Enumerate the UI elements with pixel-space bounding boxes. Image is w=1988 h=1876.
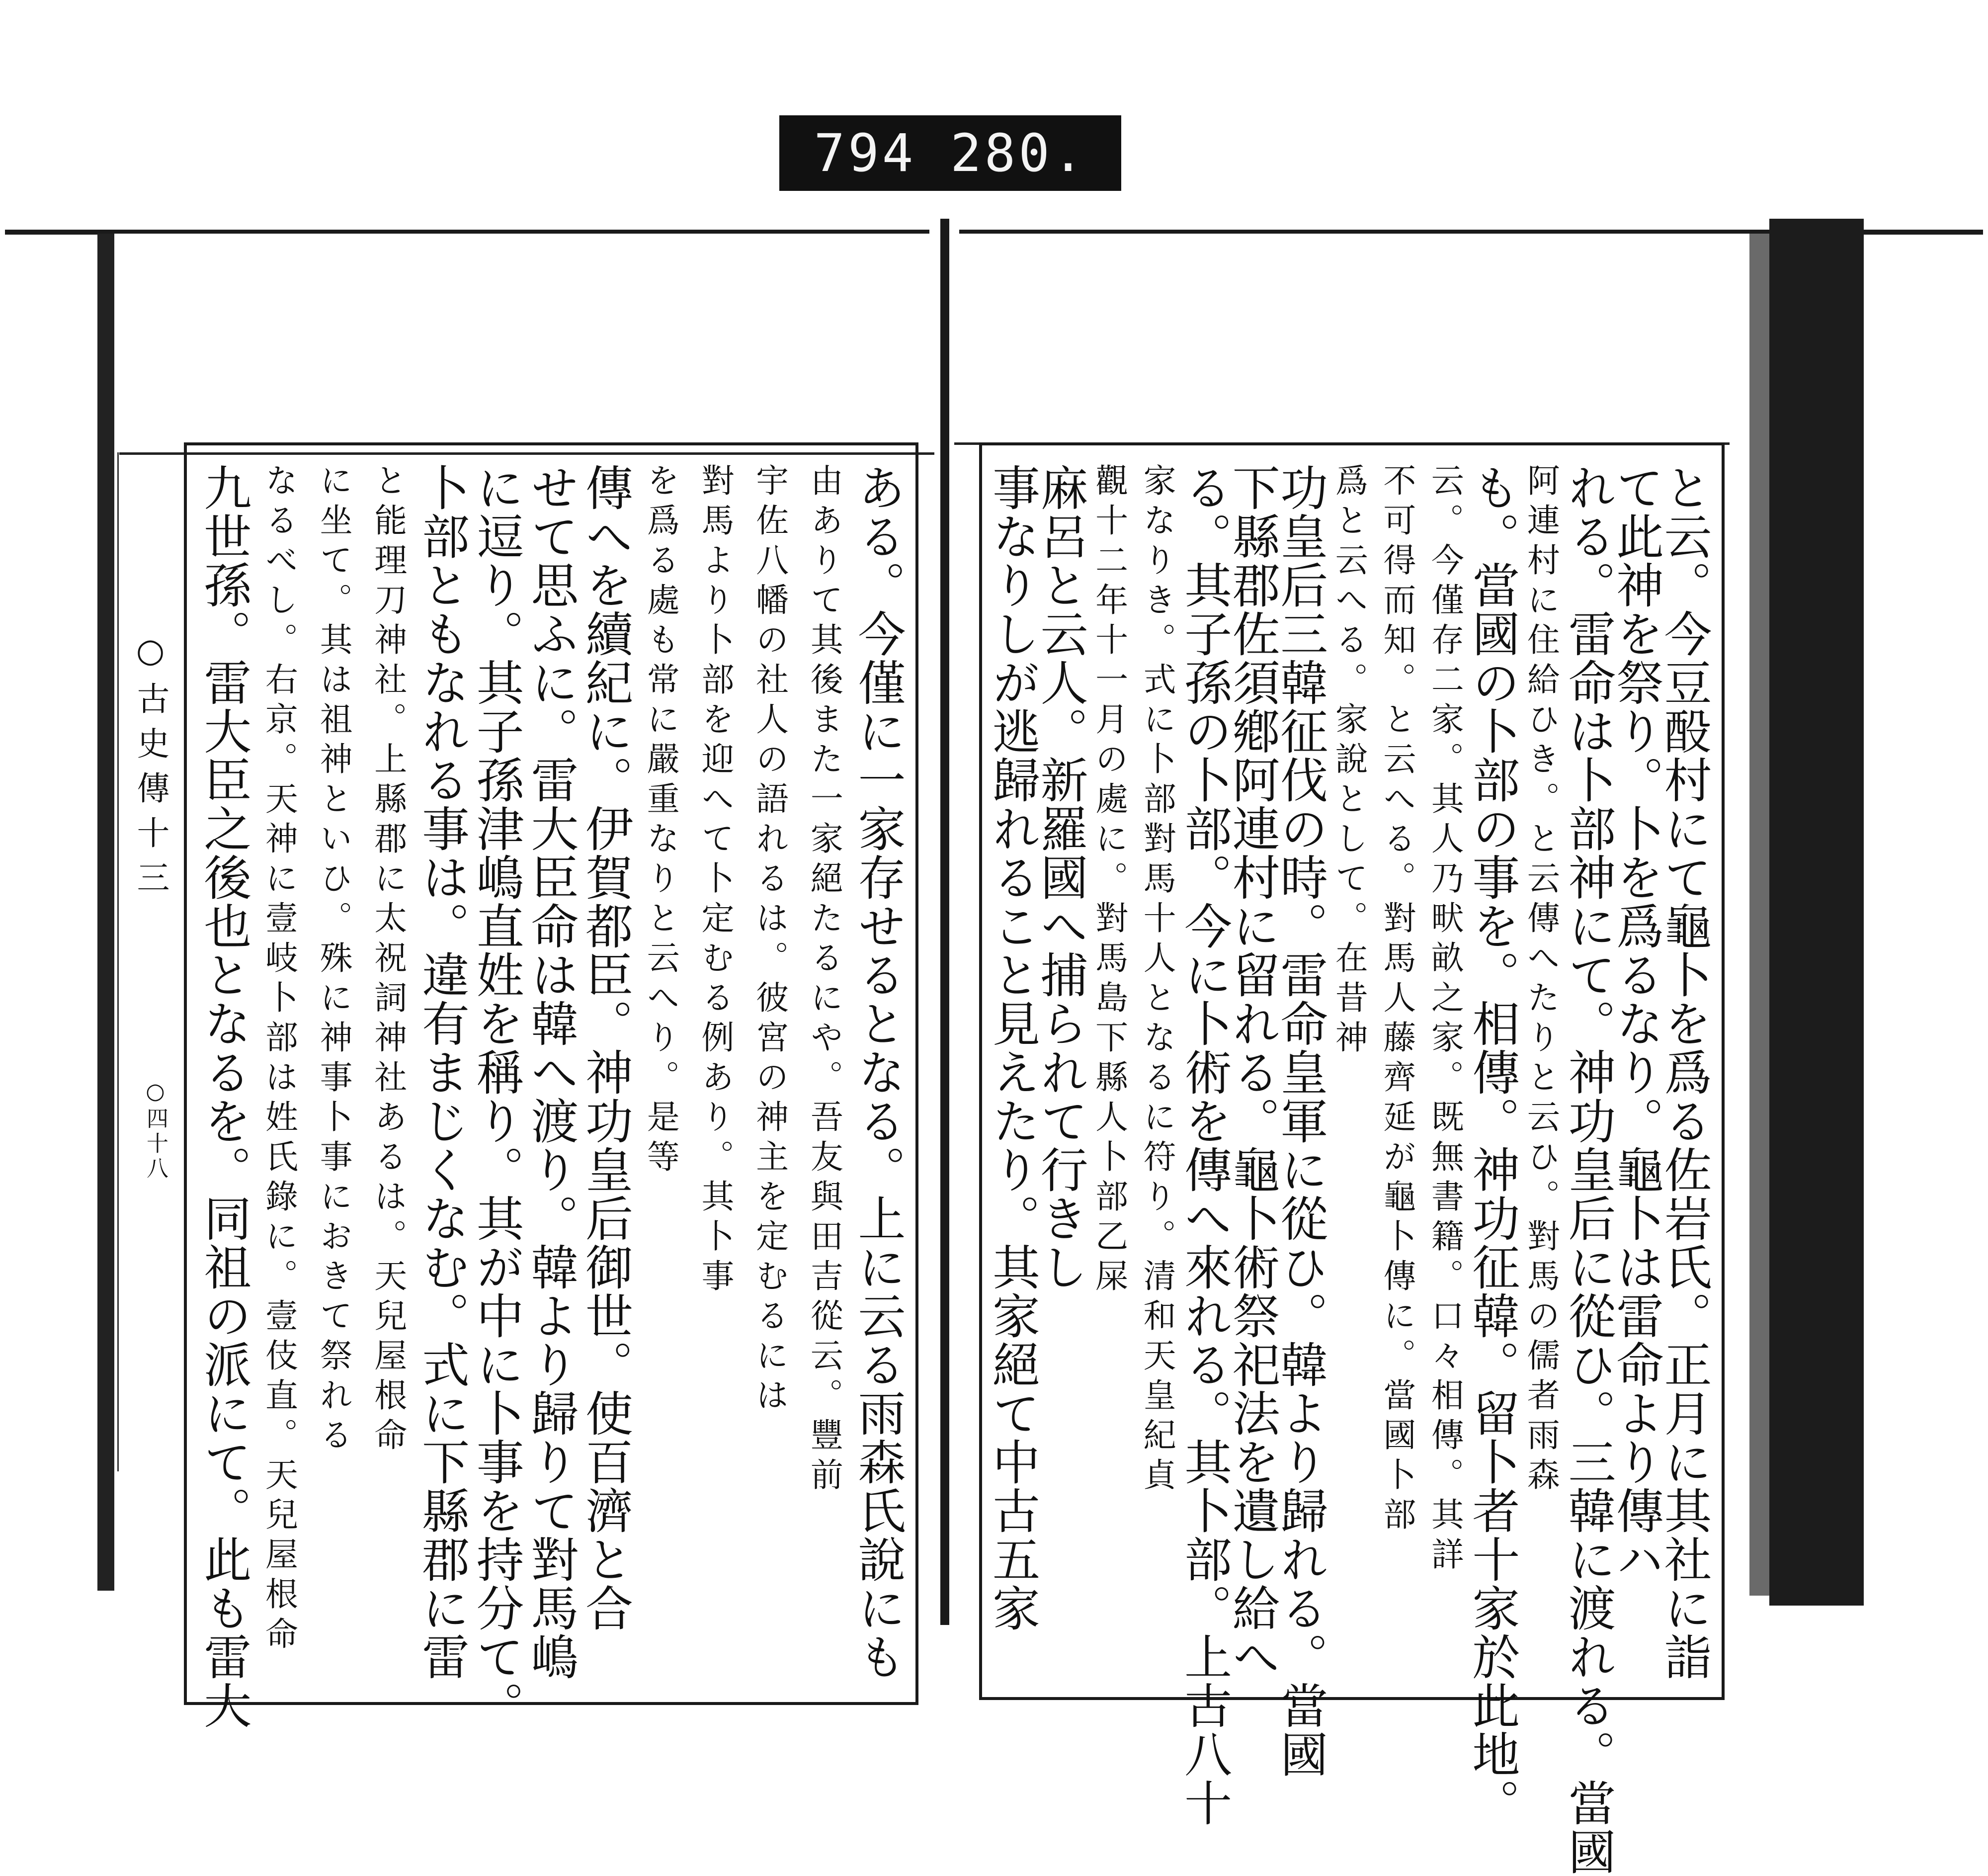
text-column: に坐て。其は祖神といひ。殊に神事卜事におきて祭れる bbox=[314, 463, 353, 1457]
text-column: 爲と云へる。家說として。在昔神 bbox=[1329, 463, 1368, 1060]
text-column: て此神を祭り。卜を爲るなり。龜卜は雷命より傳ハ bbox=[1608, 463, 1664, 1584]
text-column: 宇佐八幡の社人の語れるは。彼宮の神主を定むるには bbox=[750, 463, 789, 1418]
text-column: 觀十二年十一月の處に。對馬島下縣人卜部乙屎 bbox=[1089, 463, 1128, 1298]
left-page bbox=[114, 234, 940, 1730]
right-book-edge bbox=[1769, 219, 1864, 1606]
text-column: も。當國の卜部の事を。相傳。神功征韓。留卜者十家於此地。 bbox=[1464, 463, 1520, 1827]
text-column: 功皇后三韓征伐の時。雷命皇軍に從ひ。韓より歸れる。當國 bbox=[1272, 463, 1328, 1779]
text-column: 傳へを續紀に。伊賀都臣。神功皇后御世。使百濟と合 bbox=[578, 463, 634, 1632]
text-column: 不可得而知。と云へる。對馬人藤齊延が龜卜傳に。當國卜部 bbox=[1377, 463, 1416, 1537]
text-column: 事なりしが逃歸れること見えたり。其家絕て中古五家 bbox=[985, 463, 1041, 1632]
book-spine bbox=[940, 219, 949, 1625]
text-column: 麻呂と云人。新羅國へ捕られて行きし bbox=[1033, 463, 1089, 1291]
right-text-frame bbox=[979, 442, 1725, 1876]
text-column: ある。今僅に一家存せるとなる。上に云る雨森氏說にも bbox=[850, 463, 906, 1681]
text-column: 阿連村に住給ひき。と云傳へたりと云ひ。對馬の儒者雨森 bbox=[1521, 463, 1560, 1497]
text-column: と能理刀神社。上縣郡に太祝詞神社あるは。天兒屋根命 bbox=[368, 463, 407, 1457]
left-text-frame bbox=[184, 442, 918, 1730]
text-column: 九世孫。雷大臣之後也となるを。同祖の派にて。此も雷大 bbox=[196, 463, 252, 1730]
text-column: れる。雷命は卜部神にて。神功皇后に從ひ。三韓に渡れる。當國 bbox=[1560, 463, 1616, 1876]
left-book-edge bbox=[97, 234, 114, 1591]
text-column: に逗り。其子孫津嶋直姓を稱り。其が中に卜事を持分て。 bbox=[469, 463, 525, 1730]
text-column: と云。今豆酘村にて龜卜を爲る佐岩氏。正月に其社に詣 bbox=[1657, 463, 1712, 1681]
page-number: ○四十八 bbox=[143, 1079, 168, 1182]
text-column: 下縣郡佐須鄕阿連村に留れる。龜卜術祭祀法を遺し給へ bbox=[1225, 463, 1281, 1681]
archive-number-stamp: 794 280. bbox=[779, 115, 1121, 191]
text-column: を爲る處も常に嚴重なりと云へり。是等 bbox=[641, 463, 680, 1179]
right-page bbox=[949, 234, 1749, 1876]
text-column: 由ありて其後また一家絕たるにや。吾友與田吉從云。豐前 bbox=[805, 463, 843, 1497]
running-title: ○古史傳十三 bbox=[131, 631, 169, 905]
margin-rule bbox=[117, 452, 119, 1471]
text-column: 云。今僅存二家。其人乃畎畝之家。既無書籍。口々相傳。其詳 bbox=[1425, 463, 1464, 1577]
text-column: 對馬より卜部を迎へて卜定むる例あり。其卜事 bbox=[695, 463, 734, 1298]
text-column: 卜部ともなれる事は。違有まじくなむ。式に下縣郡に雷 bbox=[414, 463, 470, 1681]
text-column: せて思ふに。雷大臣命は韓へ渡り。韓より歸りて對馬嶋 bbox=[523, 463, 579, 1681]
text-column: る。其子孫の卜部。今に卜術を傳へ來れる。其卜部。上古八十 bbox=[1176, 463, 1233, 1827]
text-column: なるべし。右京。天神に壹岐卜部は姓氏錄に。壹伎直。天兒屋根命 bbox=[259, 463, 298, 1656]
text-column: 家なりき。式に卜部對馬十人となるに符り。清和天皇紀貞 bbox=[1138, 463, 1176, 1497]
right-page-edge-shade bbox=[1749, 234, 1769, 1596]
